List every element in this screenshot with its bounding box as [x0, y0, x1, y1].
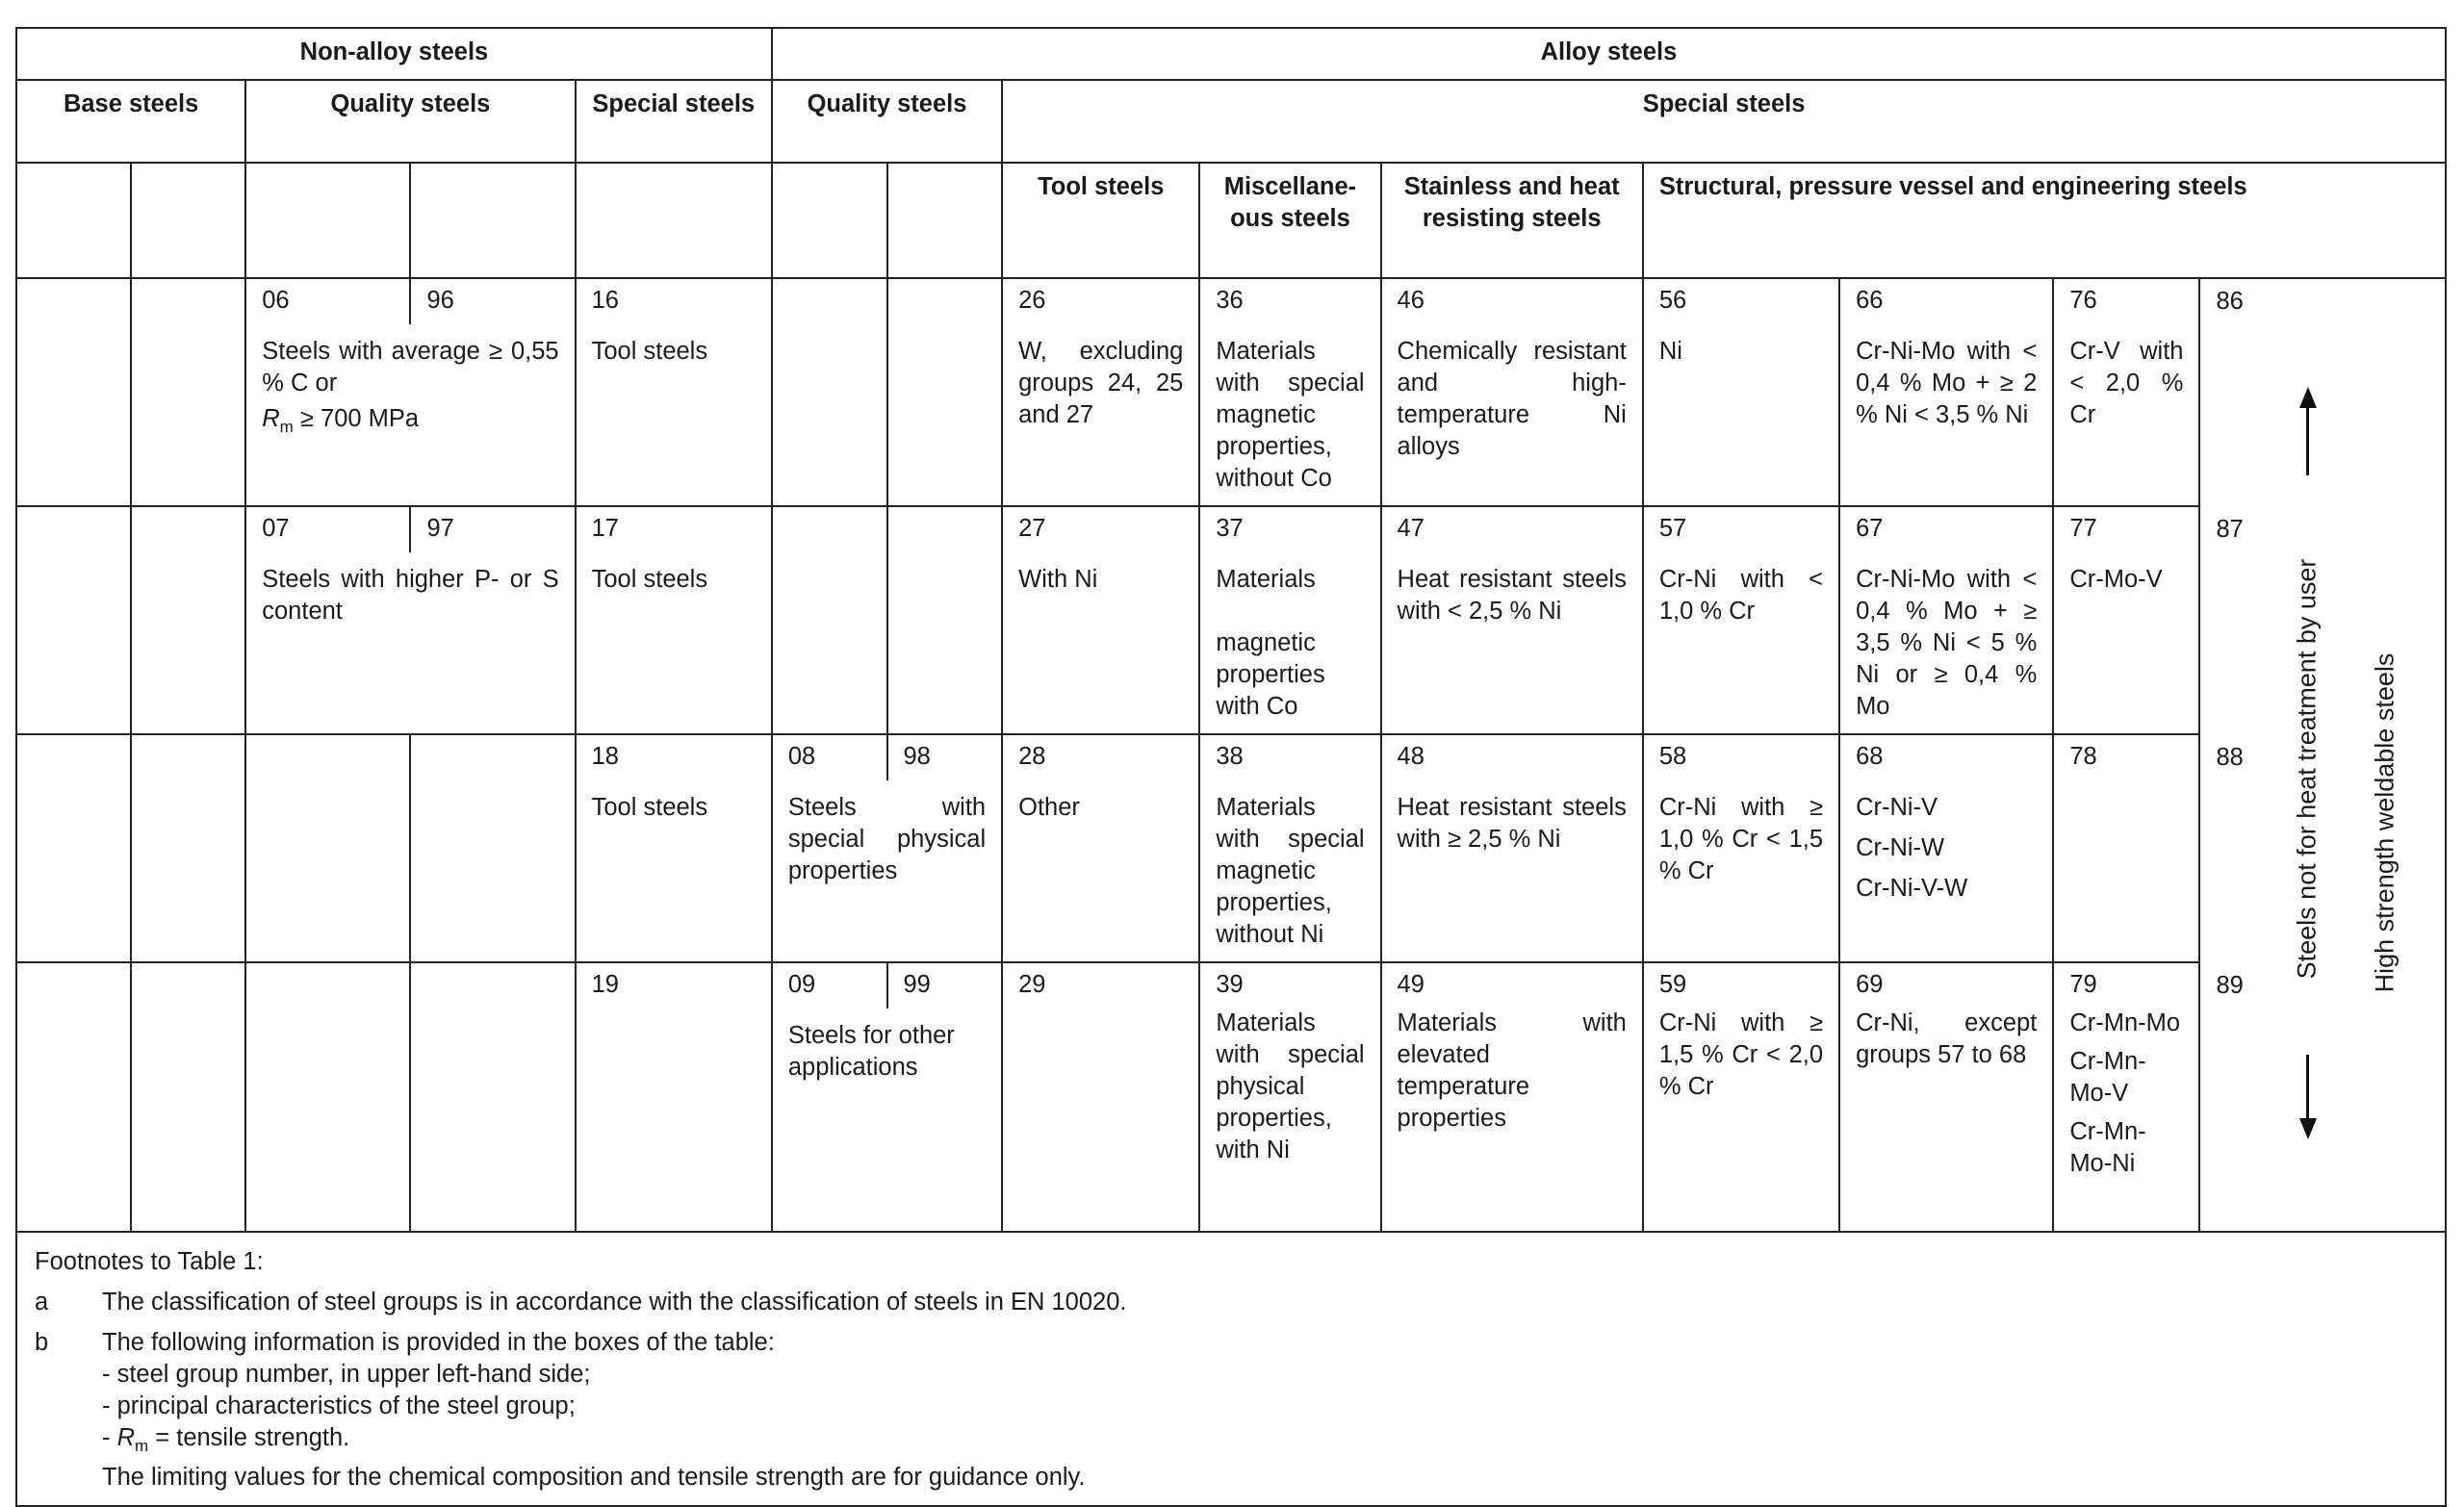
tool-steels-cell	[1002, 734, 1199, 962]
footnote-line: The limiting values for the chemical composition and tensile strength are for guidance only.	[102, 1464, 1086, 1492]
quality-alloy-cell	[772, 962, 1002, 1232]
header-special-alloy: Special steels	[1002, 80, 2446, 163]
footnote-body	[102, 1327, 1085, 1494]
footnotes-title: Footnotes to Table 1:	[35, 1248, 264, 1275]
arrow-shaft	[2306, 406, 2309, 475]
footnote-label: b	[35, 1329, 49, 1356]
group-number: 76	[2069, 287, 2097, 314]
group-number: 37	[1216, 515, 1244, 542]
group-number: 99	[903, 971, 931, 998]
footnote-line: - steel group number, in upper left-hand side;	[102, 1361, 591, 1388]
group-description: Tool steels	[591, 794, 708, 821]
group-description: Other	[1018, 794, 1080, 821]
header-misc-steels: Miscellane-ous steels	[1199, 163, 1380, 278]
group-description: $R_m \ge 700$ MPa	[262, 405, 420, 437]
group-description: Ni	[1658, 338, 1682, 365]
empty-cell	[772, 506, 887, 734]
empty-cell	[131, 734, 245, 962]
empty-cell	[131, 962, 245, 1232]
group-number: 59	[1658, 971, 1687, 998]
stainless-steels-cell	[1381, 278, 1643, 506]
group-description: Heat resistant steels with ≥ 2,5 % Ni	[1397, 794, 1627, 853]
stainless-steels-cell	[1381, 506, 1643, 734]
group-number: 36	[1216, 287, 1244, 314]
group-description: Cr-Mo-V	[2069, 566, 2163, 593]
empty-cell	[16, 278, 131, 506]
group-number: 08	[773, 735, 888, 780]
group-number: 66	[1856, 287, 1884, 314]
group-description: Materials	[1216, 566, 1316, 593]
group-number: 96	[426, 287, 454, 314]
special-steels-cell	[576, 278, 772, 506]
structural-cell	[1643, 962, 1839, 1232]
group-number: 07	[246, 507, 411, 552]
group-description: Steels with higher P- or S content	[262, 566, 559, 625]
group-number: 26	[1018, 287, 1046, 314]
group-description: Cr-Mn-Mo-V	[2069, 1048, 2146, 1107]
footnote-a	[35, 1287, 2429, 1318]
tool-steels-cell	[1002, 506, 1199, 734]
group-number: 56	[1658, 287, 1687, 314]
vertical-label-weldable: High strength weldable steels	[2370, 652, 2400, 993]
misc-steels-cell	[1199, 962, 1380, 1232]
group-number: 17	[591, 515, 619, 542]
group-number: 57	[1658, 515, 1687, 542]
empty-cell	[772, 278, 887, 506]
empty-cell	[772, 163, 887, 278]
header-special-non-alloy: Special steels	[576, 80, 772, 163]
group-description: Cr-Mn-Mo	[2069, 1009, 2181, 1036]
group-number-split	[246, 507, 574, 552]
group-number-split	[246, 279, 574, 324]
group-number: 28	[1018, 743, 1046, 770]
group-description: W, excluding groups 24, 25 and 27	[1018, 338, 1184, 428]
structural-cell	[1839, 962, 2053, 1232]
empty-cell	[887, 163, 1002, 278]
group-description: Steels with special physical properties	[787, 794, 987, 884]
empty-cell	[410, 962, 575, 1232]
steel-groups-table-container	[15, 27, 2447, 1507]
group-description: Cr-V with < 2,0 % Cr	[2069, 338, 2184, 428]
group-number: 27	[1018, 515, 1046, 542]
arrow-up-icon	[2299, 387, 2317, 408]
tool-steels-cell	[1002, 278, 1199, 506]
footnote-text: The classification of steel groups is in accordance with the classification of steels in EN 10020.	[102, 1289, 1127, 1315]
structural-cell	[1839, 734, 2053, 962]
group-description: Cr-Ni, except groups 57 to 68	[1856, 1009, 2038, 1068]
group-number: 77	[2069, 515, 2097, 542]
group-number: 98	[903, 743, 931, 770]
group-number: 47	[1397, 515, 1424, 542]
group-description: Cr-Ni-V	[1856, 794, 1938, 821]
group-number: 87	[2216, 516, 2244, 543]
group-description: magnetic properties with Co	[1216, 629, 1325, 720]
group-number-split	[773, 963, 1001, 1009]
group-number: 48	[1397, 743, 1424, 770]
header-quality-non-alloy: Quality steels	[245, 80, 575, 163]
group-description: Cr-Mn-Mo-Ni	[2069, 1118, 2146, 1177]
structural-cell	[1643, 506, 1839, 734]
header-tool-steels: Tool steels	[1002, 163, 1199, 278]
header-alloy: Alloy steels	[772, 28, 2446, 80]
group-number: 89	[2216, 972, 2244, 999]
group-number: 19	[591, 971, 619, 998]
group-description: Cr-Ni-Mo with < 0,4 % Mo + ≥ 2 % Ni < 3,5 % Ni	[1856, 338, 2038, 428]
structural-cell	[1839, 278, 2053, 506]
empty-cell	[16, 734, 131, 962]
empty-cell	[131, 506, 245, 734]
empty-cell	[131, 278, 245, 506]
group-description: Cr-Ni with < 1,0 % Cr	[1658, 566, 1824, 625]
group-number: 79	[2069, 971, 2097, 998]
group-description: Chemically resistant and high-temperature Ni alloys	[1397, 338, 1627, 460]
group-description: Tool steels	[591, 338, 708, 365]
group-number: 09	[773, 963, 888, 1009]
header-base-steels: Base steels	[16, 80, 245, 163]
group-description: Materials with elevated temperature properties	[1397, 1009, 1627, 1132]
group-number: 68	[1856, 743, 1884, 770]
group-description: Cr-Ni with ≥ 1,0 % Cr < 1,5 % Cr	[1658, 794, 1824, 884]
empty-cell	[16, 163, 131, 278]
table-row	[16, 506, 2446, 734]
group-number: 78	[2069, 743, 2097, 770]
group-description: Cr-Ni-Mo with < 0,4 % Mo + ≥ 3,5 % Ni < 5 % Ni or ≥ 0,4 % Mo	[1856, 566, 2038, 720]
group-number: 69	[1856, 971, 1884, 998]
structural-cell	[2053, 506, 2199, 734]
group-description: Materials with special magnetic properties, without Co	[1216, 338, 1365, 492]
group-description: Cr-Ni with ≥ 1,5 % Cr < 2,0 % Cr	[1658, 1009, 1824, 1100]
stainless-steels-cell	[1381, 962, 1643, 1232]
empty-cell	[887, 506, 1002, 734]
special-steels-cell	[576, 962, 772, 1232]
footnote-b	[35, 1327, 2429, 1494]
table-row	[16, 278, 2446, 506]
table-row	[16, 734, 2446, 962]
rm-value: ≥ 700 MPa	[293, 405, 420, 432]
side-annotation-cell	[2199, 278, 2446, 1232]
header-structural-steels: Structural, pressure vessel and engineering steels	[1643, 163, 2446, 278]
vertical-label-heat-treatment: Steels not for heat treatment by user	[2292, 558, 2322, 980]
group-number: 38	[1216, 743, 1244, 770]
group-number: 29	[1018, 971, 1046, 998]
steel-groups-table	[15, 27, 2447, 1233]
group-description: Tool steels	[591, 566, 708, 593]
tool-steels-cell	[1002, 962, 1199, 1232]
group-number: 39	[1216, 971, 1244, 998]
stainless-steels-cell	[1381, 734, 1643, 962]
table-row	[16, 962, 2446, 1232]
group-description: Cr-Ni-W	[1856, 834, 1945, 861]
empty-cell	[16, 506, 131, 734]
footnotes	[15, 1233, 2447, 1507]
structural-cell	[2053, 278, 2199, 506]
empty-cell	[410, 734, 575, 962]
group-number: 49	[1397, 971, 1424, 998]
group-number: 97	[426, 515, 454, 542]
group-number: 88	[2216, 744, 2244, 771]
header-non-alloy: Non-alloy steels	[16, 28, 772, 80]
empty-cell	[131, 163, 245, 278]
group-description: Heat resistant steels with < 2,5 % Ni	[1397, 566, 1627, 625]
group-description: With Ni	[1018, 566, 1098, 593]
quality-steels-cell	[245, 278, 575, 506]
footnote-line: - $R_m$ = tensile strength.	[102, 1424, 350, 1456]
structural-cell	[2053, 734, 2199, 962]
empty-cell	[245, 962, 410, 1232]
empty-cell	[576, 163, 772, 278]
misc-steels-cell	[1199, 734, 1380, 962]
structural-cell	[1643, 734, 1839, 962]
arrow-down-icon	[2299, 1118, 2317, 1139]
structural-cell	[1643, 278, 1839, 506]
group-number: 67	[1856, 515, 1884, 542]
empty-cell	[16, 962, 131, 1232]
structural-cell	[1839, 506, 2053, 734]
footnote-line: - principal characteristics of the steel group;	[102, 1392, 576, 1419]
special-steels-cell	[576, 506, 772, 734]
group-number-split	[773, 735, 1001, 780]
group-number: 16	[591, 287, 619, 314]
group-number: 86	[2216, 288, 2244, 315]
group-description: Steels for other applications	[787, 1022, 955, 1081]
footnote-line: The following information is provided in the boxes of the table:	[102, 1329, 775, 1356]
group-description: Cr-Ni-V-W	[1856, 875, 1968, 902]
arrow-shaft	[2306, 1055, 2309, 1122]
group-number: 46	[1397, 287, 1424, 314]
misc-steels-cell	[1199, 506, 1380, 734]
group-number: 18	[591, 743, 619, 770]
footnote-label: a	[35, 1289, 49, 1315]
group-description: Materials with special physical properties, with Ni	[1216, 1009, 1365, 1163]
group-number: 06	[246, 279, 411, 324]
group-number: 58	[1658, 743, 1687, 770]
quality-alloy-cell	[772, 734, 1002, 962]
header-stainless-steels: Stainless and heat resisting steels	[1381, 163, 1643, 278]
empty-cell	[245, 734, 410, 962]
misc-steels-cell	[1199, 278, 1380, 506]
structural-cell	[2053, 962, 2199, 1232]
empty-cell	[887, 278, 1002, 506]
group-description: Materials with special magnetic properties, without Ni	[1216, 794, 1365, 948]
empty-cell	[245, 163, 410, 278]
group-description: Steels with average ≥ 0,55 % C or	[262, 338, 559, 396]
header-quality-alloy: Quality steels	[772, 80, 1002, 163]
special-steels-cell	[576, 734, 772, 962]
quality-steels-cell	[245, 506, 575, 734]
empty-cell	[410, 163, 575, 278]
